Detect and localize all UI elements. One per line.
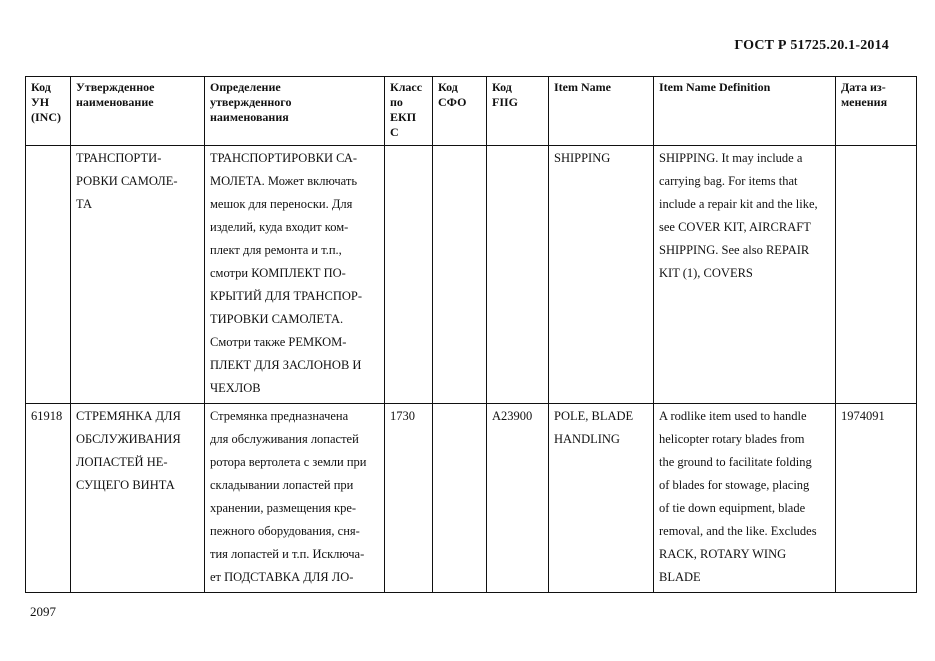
- cell-line: carrying bag. For items that: [659, 174, 798, 188]
- cell-line: FIIG: [492, 95, 519, 109]
- cell-line: утвержденного: [210, 95, 292, 109]
- col-inc-header: [26, 77, 71, 146]
- cell-line: МОЛЕТА. Может включать: [210, 174, 358, 188]
- cell-line: RACK, ROTARY WING: [659, 547, 787, 561]
- sfo-code-cell: [433, 146, 487, 404]
- approved-name-cell: [71, 146, 205, 404]
- col-sfo-code-header: [433, 77, 487, 146]
- item-definition-cell: [654, 404, 836, 593]
- cell-line: SHIPPING. See also REPAIR: [659, 243, 810, 257]
- cell-line: Класс: [390, 80, 423, 94]
- item-name-cell: [549, 146, 654, 404]
- cell-line: Стремянка предназначена: [210, 409, 349, 423]
- cell-line: Код: [438, 80, 458, 94]
- document-code: ГОСТ Р 51725.20.1-2014: [734, 38, 889, 53]
- cell-line: POLE, BLADE: [554, 409, 634, 423]
- cell-line: SHIPPING. It may include a: [659, 151, 803, 165]
- cell-line: 61918: [31, 409, 63, 423]
- col-fiig-code-header: [487, 77, 549, 146]
- cell-line: include a repair kit and the like,: [659, 197, 818, 211]
- cell-line: KIT (1), COVERS: [659, 266, 753, 280]
- item-name-cell: [549, 404, 654, 593]
- cell-line: изделий, куда входит ком-: [210, 220, 349, 234]
- cell-line: для обслуживания лопастей: [210, 432, 359, 446]
- ekps-class-cell: [385, 146, 433, 404]
- col-definition-header: [205, 77, 385, 146]
- cell-line: КРЫТИЙ ДЛЯ ТРАНСПОР-: [210, 289, 363, 303]
- table-row: [26, 404, 917, 593]
- cell-line: 1974091: [841, 409, 885, 423]
- cell-line: ротора вертолета с земли при: [210, 455, 367, 469]
- definition-cell: [205, 404, 385, 593]
- cell-line: ТРАНСПОРТИРОВКИ СА-: [210, 151, 358, 165]
- inc-cell: [26, 146, 71, 404]
- cell-line: BLADE: [659, 570, 701, 584]
- cell-line: пежного оборудования, сня-: [210, 524, 360, 538]
- cell-line: of blades for stowage, placing: [659, 478, 810, 492]
- cell-line: SHIPPING: [554, 151, 611, 165]
- sfo-code-cell: [433, 404, 487, 593]
- cell-line: Утвержденное: [76, 80, 155, 94]
- cell-line: Код: [492, 80, 512, 94]
- cell-line: see COVER KIT, AIRCRAFT: [659, 220, 811, 234]
- cell-line: менения: [841, 95, 888, 109]
- cell-line: наименования: [210, 110, 289, 124]
- fiig-code-cell: [487, 404, 549, 593]
- header-row: [26, 77, 917, 146]
- col-item-name-header: [549, 77, 654, 146]
- cell-line: ТИРОВКИ САМОЛЕТА.: [210, 312, 344, 326]
- classification-table: [25, 76, 917, 593]
- cell-line: СТРЕМЯНКА ДЛЯ: [76, 409, 181, 423]
- cell-line: УН: [31, 95, 50, 109]
- cell-line: С: [390, 125, 399, 139]
- definition-cell: [205, 146, 385, 404]
- cell-line: Код: [31, 80, 51, 94]
- cell-line: СУЩЕГО ВИНТА: [76, 478, 175, 492]
- cell-line: Дата из-: [841, 80, 886, 94]
- cell-line: ет ПОДСТАВКА ДЛЯ ЛО-: [210, 570, 354, 584]
- cell-line: helicopter rotary blades from: [659, 432, 805, 446]
- item-definition-cell: [654, 146, 836, 404]
- cell-line: смотри КОМПЛЕКТ ПО-: [210, 266, 346, 280]
- cell-line: ТРАНСПОРТИ-: [76, 151, 162, 165]
- col-item-definition-header: [654, 77, 836, 146]
- cell-line: РОВКИ САМОЛЕ-: [76, 174, 178, 188]
- cell-line: ЧЕХЛОВ: [210, 381, 261, 395]
- cell-line: A23900: [492, 409, 533, 423]
- cell-line: по: [390, 95, 403, 109]
- cell-line: ТА: [76, 197, 93, 211]
- table-row: [26, 146, 917, 404]
- cell-line: ЕКП: [390, 110, 417, 124]
- change-date-cell: [836, 404, 917, 593]
- cell-line: Item Name: [554, 80, 611, 94]
- ekps-class-cell: [385, 404, 433, 593]
- cell-line: ОБСЛУЖИВАНИЯ: [76, 432, 181, 446]
- cell-line: наименование: [76, 95, 154, 109]
- cell-line: 1730: [390, 409, 415, 423]
- cell-line: СФО: [438, 95, 467, 109]
- cell-line: хранении, размещения кре-: [210, 501, 357, 515]
- cell-line: Смотри также РЕМКОМ-: [210, 335, 347, 349]
- inc-cell: [26, 404, 71, 593]
- col-ekps-class-header: [385, 77, 433, 146]
- cell-line: мешок для переноски. Для: [210, 197, 353, 211]
- cell-line: плект для ремонта и т.п.,: [210, 243, 342, 257]
- cell-line: Item Name Definition: [659, 80, 771, 94]
- cell-line: ЛОПАСТЕЙ НЕ-: [76, 455, 168, 469]
- cell-line: складывании лопастей при: [210, 478, 354, 492]
- cell-line: Определение: [210, 80, 281, 94]
- cell-line: ПЛЕКТ ДЛЯ ЗАСЛОНОВ И: [210, 358, 362, 372]
- cell-line: of tie down equipment, blade: [659, 501, 806, 515]
- cell-line: A rodlike item used to handle: [659, 409, 807, 423]
- cell-line: тия лопастей и т.п. Исключа-: [210, 547, 365, 561]
- cell-line: (INC): [31, 110, 61, 124]
- approved-name-cell: [71, 404, 205, 593]
- cell-line: HANDLING: [554, 432, 620, 446]
- cell-line: the ground to facilitate folding: [659, 455, 812, 469]
- cell-line: removal, and the like. Excludes: [659, 524, 817, 538]
- change-date-cell: [836, 146, 917, 404]
- page-number: 2097: [30, 604, 56, 619]
- col-approved-name-header: [71, 77, 205, 146]
- col-change-date-header: [836, 77, 917, 146]
- fiig-code-cell: [487, 146, 549, 404]
